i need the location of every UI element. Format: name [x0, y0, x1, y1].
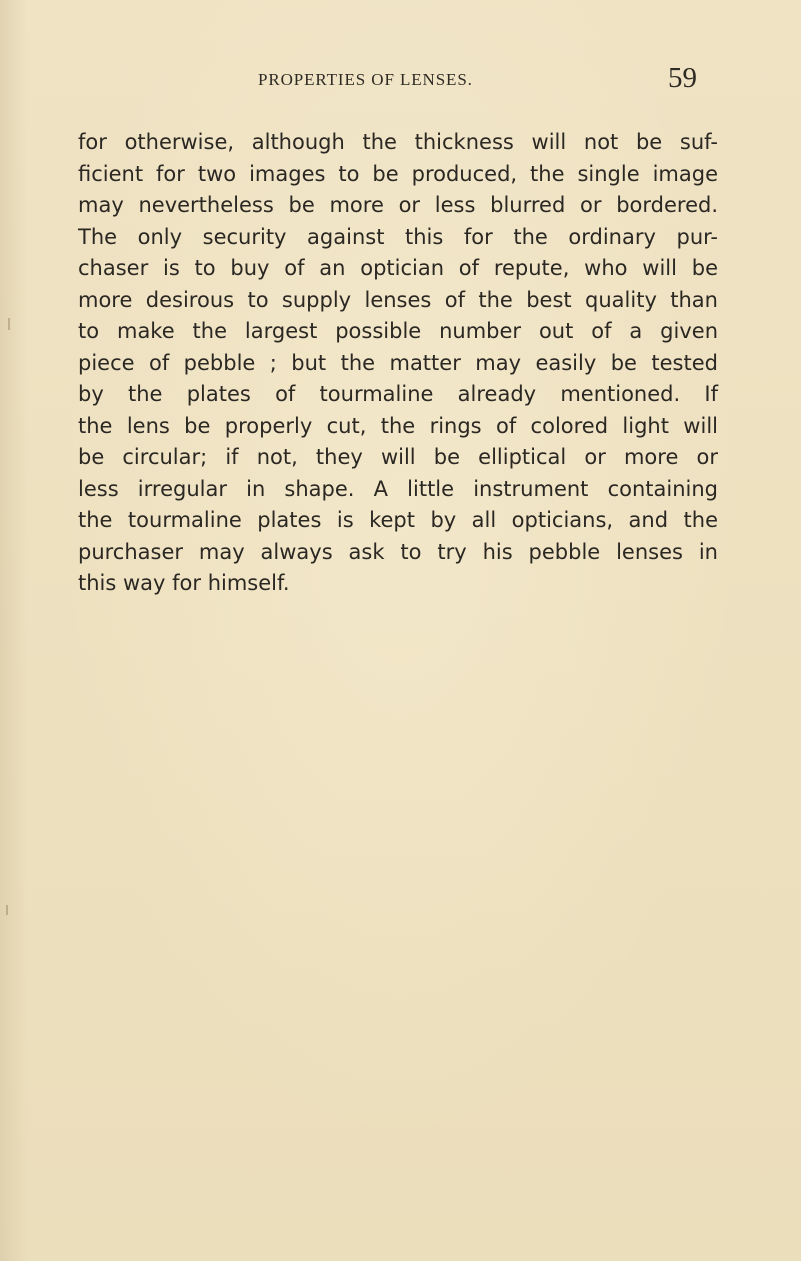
text-line: purchaser may always ask to try his pebble lenses in	[78, 539, 718, 564]
text-line: less irregular in shape. A little instrument containing	[78, 476, 718, 501]
body-paragraph	[78, 127, 718, 600]
text-line: ficient for two images to be produced, the single image	[78, 161, 718, 186]
text-line: the tourmaline plates is kept by all opticians, and the	[78, 508, 718, 532]
page-number: 59	[668, 62, 697, 94]
page-edge-mark	[8, 318, 10, 330]
text-line: chaser is to buy of an optician of repute, who will be	[78, 256, 718, 280]
text-line: for otherwise, although the thickness will not be suf-	[78, 130, 718, 154]
text-line: this way for himself.	[78, 571, 290, 595]
text-line: may nevertheless be more or less blurred or bordered.	[78, 193, 718, 217]
text-line: by the plates of tourmaline already mentioned. If	[78, 382, 718, 406]
running-title: PROPERTIES OF LENSES.	[258, 70, 473, 89]
text-line: piece of pebble ; but the matter may easily be tested	[78, 350, 718, 375]
text-line: to make the largest possible number out of a given	[78, 319, 718, 343]
text-line: more desirous to supply lenses of the best quality than	[78, 287, 718, 312]
running-header	[0, 62, 801, 108]
text-line: The only security against this for the ordinary pur-	[78, 224, 718, 249]
page-edge-mark	[6, 905, 8, 915]
text-line: the lens be properly cut, the rings of colored light will	[78, 413, 718, 438]
text-line: be circular; if not, they will be elliptical or more or	[78, 445, 718, 469]
